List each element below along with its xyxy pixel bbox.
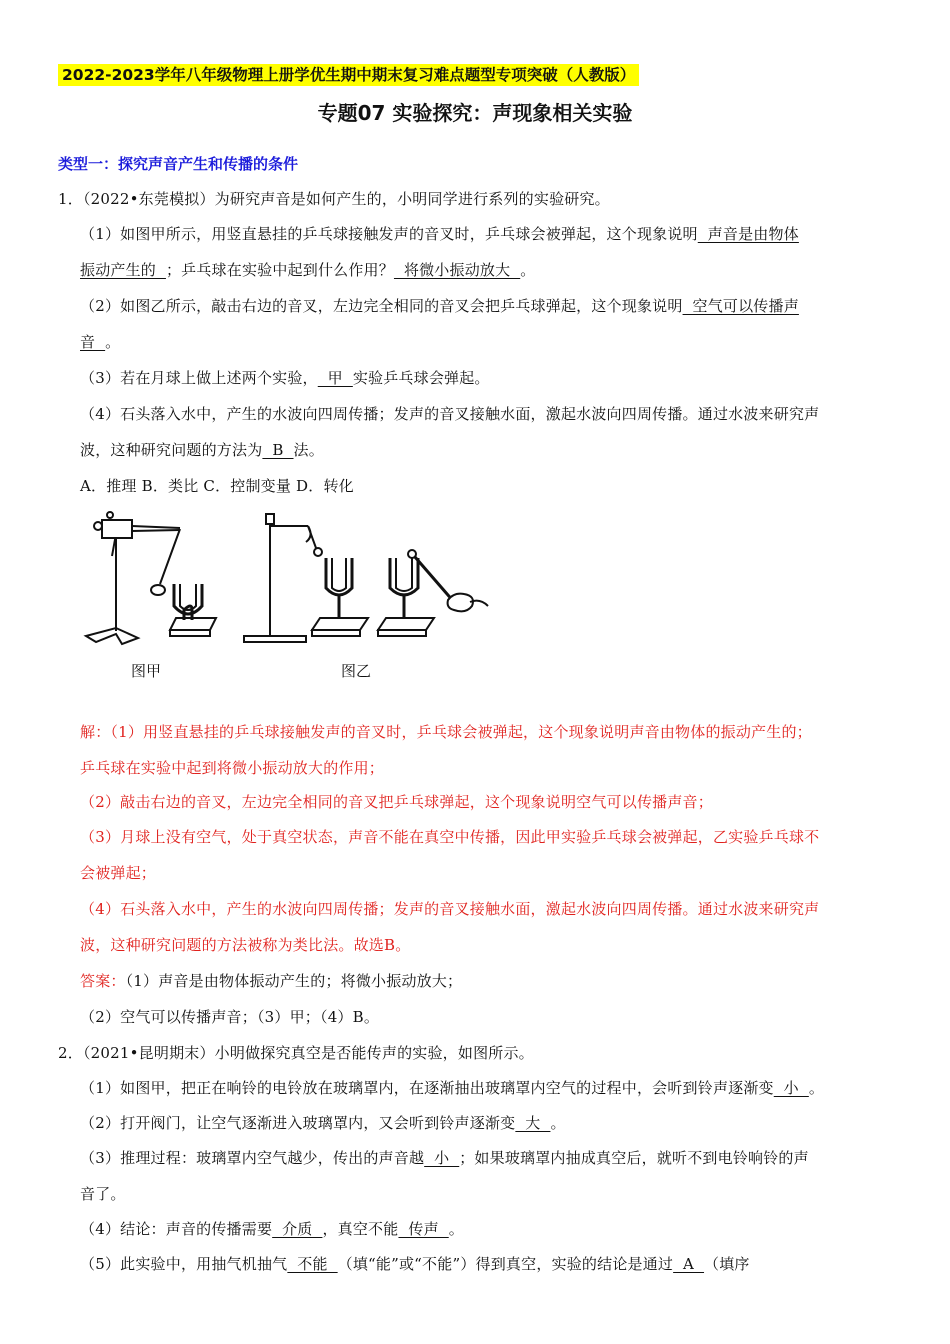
q2-part4-text: （4）结论：声音的传播需要 (80, 1220, 273, 1238)
q1-answer-2b: 音 (80, 333, 106, 351)
solution-line: 解：（1）用竖直悬挂的乒乓球接触发声的音叉时，乒乓球会被弹起，这个现象说明声音由物体的振动产生的； (80, 723, 812, 741)
q1-answer-1c: 将微小振动放大 (393, 261, 521, 279)
figure-label-jia: 图甲 (131, 662, 162, 680)
q2-answer-3: 小 (424, 1149, 460, 1167)
q1-part1-line1 (80, 222, 799, 246)
q1-part4-line2 (80, 438, 324, 462)
solution-line: 波，这种研究问题的方法被称为类比法。故选B。 (80, 936, 411, 954)
answer-line-1 (80, 969, 462, 993)
q1-part4-text: 波，这种研究问题的方法为 (80, 441, 263, 459)
solution-line: （4）石头落入水中，产生的水波向四周传播；发声的音叉接触水面，激起水波向四周传播。通过水波来研究声 (80, 900, 820, 918)
q1-stem: 1．（2022•东莞模拟）为研究声音是如何产生的，小明同学进行系列的实验研究。 (58, 190, 610, 208)
q2-part5-text-b: （填“能”或“不能”）得到真空，实验的结论是通过 (337, 1255, 674, 1273)
q1-answer-4: B (262, 441, 294, 459)
q1-part3-text: （3）若在月球上做上述两个实验， (80, 369, 318, 387)
solution-line: 乒乓球在实验中起到将微小振动放大的作用； (80, 759, 385, 777)
solution-line: 会被弹起； (80, 864, 157, 882)
experiment-figure (76, 506, 496, 686)
q1-answer-1a: 声音是由物体 (697, 225, 799, 243)
q2-answer-5a: 不能 (287, 1255, 338, 1273)
tuning-fork-jia-icon (170, 584, 216, 636)
q1-part2-text: （2）如图乙所示，敲击右边的音叉，左边完全相同的音叉会把乒乓球弹起，这个现象说明 (80, 297, 683, 315)
section-heading: 类型一：探究声音产生和传播的条件 (58, 155, 299, 173)
stand-jia-icon (86, 512, 180, 644)
q2-part4 (80, 1217, 464, 1241)
q2-answer-2: 大 (515, 1114, 551, 1132)
tuning-fork-yi-left-icon (312, 558, 368, 636)
answer-line-2: （2）空气可以传播声音；（3）甲；（4）B。 (80, 1008, 380, 1026)
q2-part5-text-c: （填序 (704, 1255, 750, 1273)
q1-part1-text-c: 。 (520, 261, 536, 279)
q1-part1-line2 (80, 258, 535, 282)
q2-part1-text: （1）如图甲，把正在响铃的电铃放在玻璃罩内，在逐渐抽出玻璃罩内空气的过程中，会听到铃声逐渐变 (80, 1079, 774, 1097)
page-title: 专题07 实验探究：声现象相关实验 (317, 101, 633, 125)
q1-answer-2a: 空气可以传播声 (682, 297, 799, 315)
q2-answer-1: 小 (773, 1079, 809, 1097)
q1-part1-text: （1）如图甲所示，用竖直悬挂的乒乓球接触发声的音叉时，乒乓球会被弹起，这个现象说明 (80, 225, 698, 243)
solution-line: （2）敲击右边的音叉，左边完全相同的音叉把乒乓球弹起，这个现象说明空气可以传播声音； (80, 793, 713, 811)
q1-options: A．推理 B．类比 C．控制变量 D．转化 (80, 477, 354, 495)
mallet-hand-icon (408, 550, 488, 611)
q2-part4-text-b: ，真空不能 (322, 1220, 399, 1238)
figure-label-yi: 图乙 (341, 662, 372, 680)
q2-part3-line2: 音了。 (80, 1185, 126, 1203)
header-banner: 2022-2023学年八年级物理上册学优生期中期末复习难点题型专项突破（人教版） (58, 64, 639, 86)
q1-part2-text-b: 。 (105, 333, 121, 351)
answer-text-1: （1）声音是由物体振动产生的；将微小振动放大； (125, 972, 463, 990)
q2-part2 (80, 1111, 566, 1135)
q2-part3-text-b: ；如果玻璃罩内抽成真空后，就听不到电铃响铃的声 (459, 1149, 809, 1167)
q2-part3-line1 (80, 1146, 809, 1170)
q2-part1-text-b: 。 (808, 1079, 825, 1097)
q2-stem: 2．（2021•昆明期末）小明做探究真空是否能传声的实验，如图所示。 (58, 1044, 534, 1062)
q2-part5-text: （5）此实验中，用抽气机抽气 (80, 1255, 288, 1273)
q1-part1-text-b: ；乒乓球在实验中起到什么作用？ (165, 261, 394, 279)
q2-part3-text: （3）推理过程：玻璃罩内空气越少，传出的声音越 (80, 1149, 425, 1167)
answer-label: 答案： (80, 972, 126, 990)
q1-part3 (80, 366, 490, 390)
q1-answer-3: 甲 (317, 369, 353, 387)
q2-part2-text-b: 。 (550, 1114, 566, 1132)
q2-part1 (80, 1076, 824, 1100)
q1-answer-1b: 振动产生的 (80, 261, 166, 279)
stand-yi-icon (244, 514, 322, 642)
q2-part5 (80, 1252, 750, 1276)
solution-line: （3）月球上没有空气，处于真空状态，声音不能在真空中传播，因此甲实验乒乓球会被弹起，乙实验乒乓球不 (80, 828, 820, 846)
q2-answer-4a: 介质 (272, 1220, 323, 1238)
q1-part4-text-c: 法。 (293, 441, 324, 459)
q2-answer-5b: A (673, 1255, 705, 1273)
q1-part3-text-b: 实验乒乓球会弹起。 (352, 369, 490, 387)
q1-part2-line2 (80, 330, 120, 354)
q1-part4-line1: （4）石头落入水中，产生的水波向四周传播；发声的音叉接触水面，激起水波向四周传播。通过水波来研究声 (80, 405, 820, 423)
q2-part4-text-c: 。 (448, 1220, 464, 1238)
q2-part2-text: （2）打开阀门，让空气逐渐进入玻璃罩内，又会听到铃声逐渐变 (80, 1114, 516, 1132)
q2-answer-4b: 传声 (398, 1220, 449, 1238)
q1-part2-line1 (80, 294, 799, 318)
